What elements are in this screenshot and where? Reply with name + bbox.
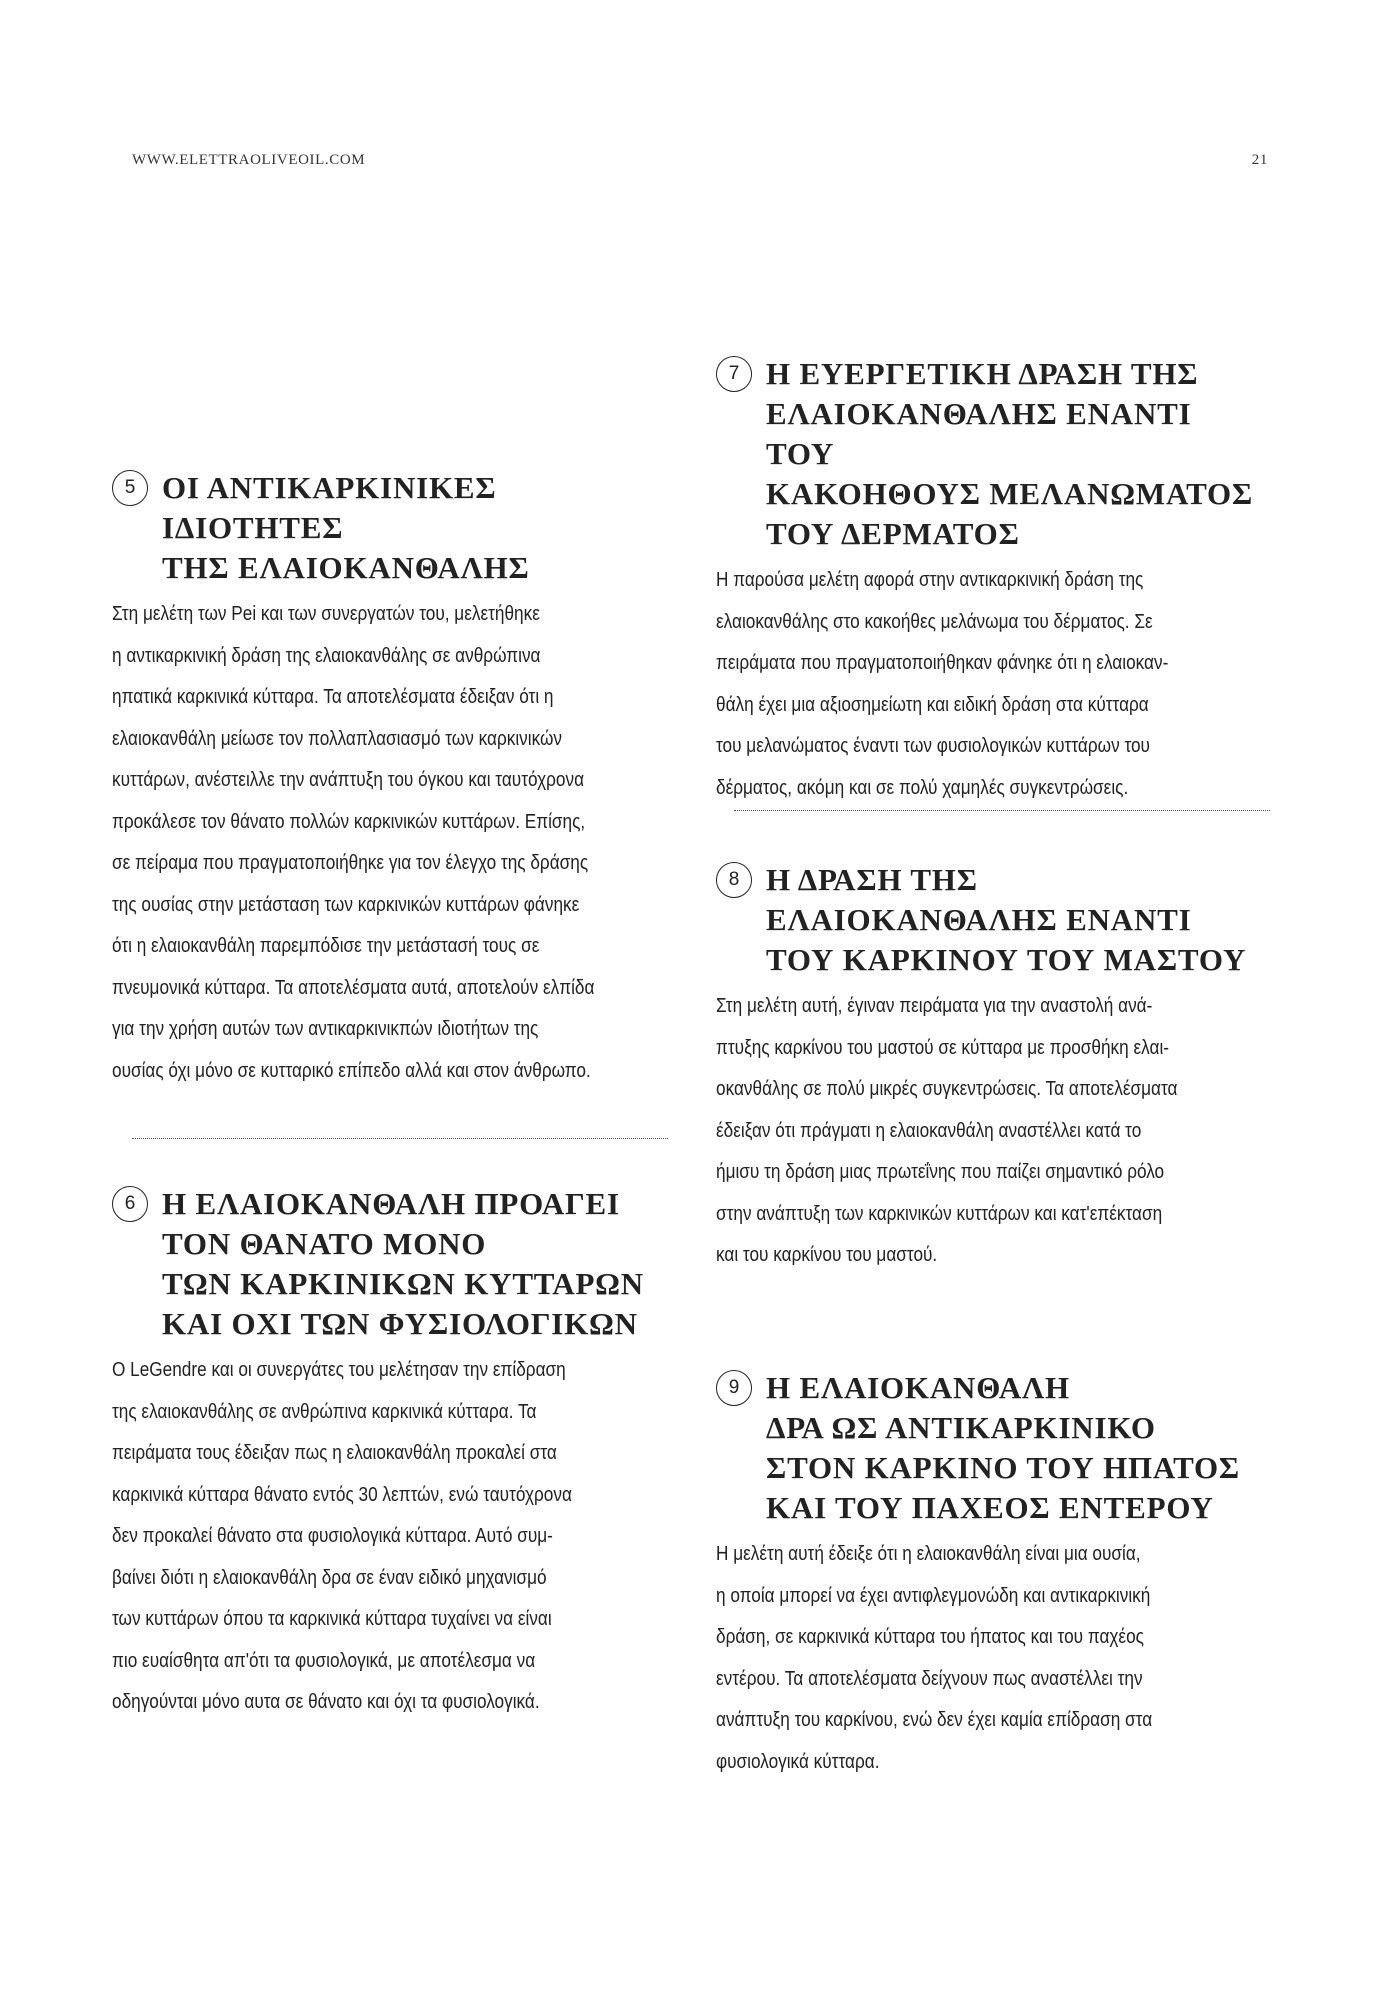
section-body bbox=[716, 560, 1256, 809]
title-line: ΤΗΣ ΕΛΑΙΟΚΑΝΘΑΛΗΣ bbox=[162, 550, 530, 585]
section-title-row bbox=[716, 1368, 1256, 1528]
title-line: ΤΟΥ ΔΕΡΜΑΤΟΣ bbox=[766, 516, 1020, 551]
body-line: η οποία μπορεί να έχει αντιφλεγμονώδη και αντικαρκινική bbox=[716, 1584, 1151, 1607]
title-line: ΚΑΙ ΟΧΙ ΤΩΝ ΦΥΣΙΟΛΟΓΙΚΩΝ bbox=[162, 1306, 638, 1341]
body-line: πτυξης καρκίνου του μαστού σε κύτταρα με προσθήκη ελαι- bbox=[716, 1036, 1170, 1059]
title-line: ΕΛΑΙΟΚΑΝΘΑΛΗΣ ΕΝΑΝΤΙ ΤΟΥ bbox=[766, 396, 1192, 471]
body-line: δέρματος, ακόμη και σε πολύ χαμηλές συγκεντρώσεις. bbox=[716, 776, 1129, 799]
section-body bbox=[112, 594, 652, 1092]
body-line: η αντικαρκινική δράση της ελαιοκανθάλης σε ανθρώπινα bbox=[112, 644, 541, 667]
body-line: ουσίας όχι μόνο σε κυτταρικό επίπεδο αλλά και στον άνθρωπο. bbox=[112, 1059, 591, 1082]
section-title-row bbox=[716, 354, 1256, 554]
body-line: Ο LeGendre και οι συνεργάτες του μελέτησαν την επίδραση bbox=[112, 1359, 566, 1381]
title-line: ΤΩΝ ΚΑΡΚΙΝΙΚΩΝ ΚΥΤΤΑΡΩΝ bbox=[162, 1266, 644, 1301]
page-header bbox=[132, 152, 1268, 176]
section-7 bbox=[716, 354, 1256, 809]
section-number-badge: 8 bbox=[716, 862, 752, 898]
site-url: WWW.ELETTRAOLIVEOIL.COM bbox=[132, 152, 366, 168]
section-5 bbox=[112, 468, 652, 1092]
body-line: πειράματα που πραγματοποιήθηκαν φάνηκε ότι η ελαιοκαν- bbox=[716, 652, 1169, 674]
body-line: Η παρούσα μελέτη αφορά στην αντικαρκινική δράση της bbox=[716, 569, 1144, 591]
title-line: ΕΛΑΙΟΚΑΝΘΑΛΗΣ ΕΝΑΝΤΙ bbox=[766, 902, 1192, 937]
section-8 bbox=[716, 860, 1256, 1277]
section-number-badge: 6 bbox=[112, 1186, 148, 1222]
body-line: βαίνει διότι η ελαιοκανθάλη δρα σε έναν ειδικό μηχανισμό bbox=[112, 1566, 547, 1589]
body-line: και του καρκίνου του μαστού. bbox=[716, 1244, 938, 1266]
body-line: δράση, σε καρκινικά κύτταρα του ήπατος και του παχέος bbox=[716, 1626, 1144, 1648]
section-9 bbox=[716, 1368, 1256, 1783]
title-line: ΚΑΚΟΗΘΟΥΣ ΜΕΛΑΝΩΜΑΤΟΣ bbox=[766, 476, 1254, 511]
title-line: ΤΟΝ ΘΑΝΑΤΟ ΜΟΝΟ bbox=[162, 1226, 487, 1261]
body-line: πειράματα τους έδειξαν πως η ελαιοκανθάλη προκαλεί στα bbox=[112, 1442, 557, 1464]
section-title bbox=[162, 468, 652, 588]
title-line: Η ΕΥΕΡΓΕΤΙΚΗ ΔΡΑΣΗ ΤΗΣ bbox=[766, 356, 1199, 391]
body-line: οδηγούνται μόνο αυτα σε θάνατο και όχι τα φυσιολογικά. bbox=[112, 1691, 540, 1713]
body-line: πνευμονικά κύτταρα. Τα αποτελέσματα αυτά, αποτελούν ελπίδα bbox=[112, 976, 595, 999]
body-line: ελαιοκανθάλη μείωσε τον πολλαπλασιασμό των καρκινικών bbox=[112, 727, 563, 750]
body-line: έδειξαν ότι πράγματι η ελαιοκανθάλη αναστέλλει κατά το bbox=[716, 1119, 1142, 1142]
body-line: ήμισυ τη δράση μιας πρωτεΐνης που παίζει σημαντικό ρόλο bbox=[716, 1161, 1165, 1183]
section-divider bbox=[734, 810, 1270, 811]
title-line: ΤΟΥ ΚΑΡΚΙΝΟΥ ΤΟΥ ΜΑΣΤΟΥ bbox=[766, 942, 1247, 977]
section-title bbox=[162, 1184, 652, 1344]
body-line: κυττάρων, ανέστειλλε την ανάπτυξη του όγκου και ταυτόχρονα bbox=[112, 769, 585, 791]
title-line: Η ΕΛΑΙΟΚΑΝΘΑΛΗ bbox=[766, 1370, 1070, 1405]
body-line: ανάπτυξη του καρκίνου, ενώ δεν έχει καμία επίδραση στα bbox=[716, 1709, 1153, 1731]
body-line: οκανθάλης σε πολύ μικρές συγκεντρώσεις. Τα αποτελέσματα bbox=[716, 1078, 1178, 1100]
body-line: στην ανάπτυξη των καρκινικών κυττάρων και κατ'επέκταση bbox=[716, 1202, 1163, 1225]
body-line: εντέρου. Τα αποτελέσματα δείχνουν πως αναστέλλει την bbox=[716, 1667, 1143, 1690]
body-line: Στη μελέτη των Pei και των συνεργατών του, μελετήθηκε bbox=[112, 603, 540, 625]
section-title-row bbox=[112, 1184, 652, 1344]
section-title-row bbox=[716, 860, 1256, 980]
section-title bbox=[766, 860, 1256, 980]
section-body bbox=[716, 986, 1256, 1277]
body-line: θάλη έχει μια αξιοσημείωτη και ειδική δράση στα κύτταρα bbox=[716, 693, 1149, 716]
body-line: για την χρήση αυτών των αντικαρκινικπών ιδιοτήτων της bbox=[112, 1018, 539, 1040]
section-title-row bbox=[112, 468, 652, 588]
title-line: ΣΤΟΝ ΚΑΡΚΙΝΟ ΤΟΥ ΗΠΑΤΟΣ bbox=[766, 1450, 1240, 1485]
section-body bbox=[716, 1534, 1256, 1783]
section-number-badge: 7 bbox=[716, 356, 752, 392]
title-line: ΟΙ ΑΝΤΙΚΑΡΚΙΝΙΚΕΣ ΙΔΙΟΤΗΤΕΣ bbox=[162, 470, 497, 545]
section-title bbox=[766, 354, 1256, 554]
body-line: ότι η ελαιοκανθάλη παρεμπόδισε την μετάστασή τους σε bbox=[112, 935, 540, 957]
title-line: Η ΕΛΑΙΟΚΑΝΘΑΛΗ ΠΡΟΑΓΕΙ bbox=[162, 1186, 620, 1221]
body-line: Η μελέτη αυτή έδειξε ότι η ελαιοκανθάλη είναι μια ουσία, bbox=[716, 1543, 1141, 1565]
title-line: Η ΔΡΑΣΗ ΤΗΣ bbox=[766, 862, 978, 897]
body-line: καρκινικά κύτταρα θάνατο εντός 30 λεπτών, ενώ ταυτόχρονα bbox=[112, 1483, 572, 1506]
section-number-badge: 5 bbox=[112, 470, 148, 506]
section-divider bbox=[132, 1138, 668, 1139]
body-line: του μελανώματος έναντι των φυσιολογικών κυττάρων του bbox=[716, 735, 1150, 757]
title-line: ΚΑΙ ΤΟΥ ΠΑΧΕΟΣ ΕΝΤΕΡΟΥ bbox=[766, 1490, 1214, 1525]
body-line: πιο ευαίσθητα απ'ότι τα φυσιολογικά, με αποτέλεσμα να bbox=[112, 1649, 536, 1672]
section-body bbox=[112, 1350, 652, 1724]
body-line: των κυττάρων όπου τα καρκινικά κύτταρα τυχαίνει να είναι bbox=[112, 1608, 552, 1630]
body-line: της ελαιοκανθάλης σε ανθρώπινα καρκινικά κύτταρα. Τα bbox=[112, 1400, 537, 1423]
title-line: ΔΡΑ ΩΣ ΑΝΤΙΚΑΡΚΙΝΙΚΟ bbox=[766, 1410, 1156, 1445]
body-line: δεν προκαλεί θάνατο στα φυσιολογικά κύτταρα. Αυτό συμ- bbox=[112, 1525, 553, 1547]
body-line: σε πείραμα που πραγματοποιήθηκε για τον έλεγχο της δράσης bbox=[112, 852, 589, 874]
body-line: προκάλεσε τον θάνατο πολλών καρκινικών κυττάρων. Επίσης, bbox=[112, 810, 586, 833]
section-6 bbox=[112, 1184, 652, 1724]
body-line: ηπατικά καρκινικά κύτταρα. Τα αποτελέσματα έδειξαν ότι η bbox=[112, 686, 554, 708]
body-line: της ουσίας στην μετάσταση των καρκινικών κυττάρων φάνηκε bbox=[112, 893, 580, 916]
page-number: 21 bbox=[1251, 152, 1268, 168]
body-line: ελαιοκανθάλης στο κακοήθες μελάνωμα του δέρματος. Σε bbox=[716, 610, 1153, 633]
section-title bbox=[766, 1368, 1256, 1528]
body-line: φυσιολογικά κύτταρα. bbox=[716, 1750, 880, 1773]
section-number-badge: 9 bbox=[716, 1370, 752, 1406]
body-line: Στη μελέτη αυτή, έγιναν πειράματα για την αναστολή ανά- bbox=[716, 995, 1153, 1017]
